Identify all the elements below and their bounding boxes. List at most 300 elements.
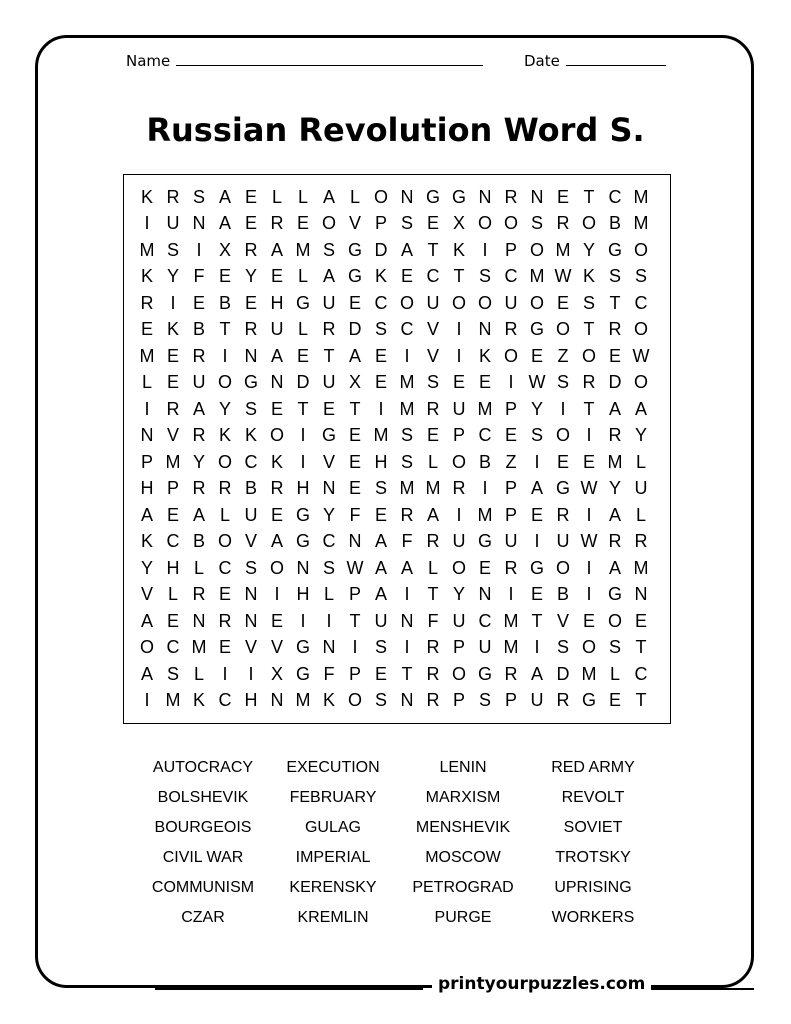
- grid-letter[interactable]: O: [217, 451, 232, 472]
- grid-letter[interactable]: H: [140, 478, 154, 499]
- grid-letter[interactable]: Y: [452, 584, 465, 605]
- grid-letter[interactable]: O: [555, 557, 570, 578]
- grid-letter[interactable]: A: [426, 504, 439, 525]
- grid-letter[interactable]: I: [586, 557, 592, 578]
- grid-letter[interactable]: B: [244, 478, 257, 499]
- grid-letter[interactable]: E: [374, 345, 387, 366]
- grid-letter[interactable]: R: [608, 531, 622, 552]
- grid-letter[interactable]: L: [141, 372, 152, 393]
- grid-letter[interactable]: A: [218, 186, 231, 207]
- grid-letter[interactable]: G: [321, 425, 336, 446]
- grid-letter[interactable]: A: [192, 504, 205, 525]
- grid-letter[interactable]: H: [374, 451, 388, 472]
- grid-letter[interactable]: S: [478, 690, 491, 711]
- grid-letter[interactable]: B: [192, 319, 205, 340]
- grid-letter[interactable]: O: [347, 690, 362, 711]
- grid-letter[interactable]: I: [586, 584, 592, 605]
- grid-letter[interactable]: S: [374, 478, 387, 499]
- grid-letter[interactable]: S: [556, 637, 569, 658]
- grid-letter[interactable]: K: [244, 425, 257, 446]
- grid-letter[interactable]: T: [583, 398, 595, 419]
- grid-letter[interactable]: C: [374, 292, 388, 313]
- grid-letter[interactable]: L: [427, 557, 438, 578]
- grid-letter[interactable]: R: [270, 213, 284, 234]
- grid-letter[interactable]: M: [373, 425, 389, 446]
- grid-letter[interactable]: A: [348, 345, 361, 366]
- grid-letter[interactable]: D: [608, 372, 622, 393]
- grid-letter[interactable]: K: [452, 239, 465, 260]
- grid-letter[interactable]: N: [478, 319, 492, 340]
- grid-letter[interactable]: S: [322, 239, 335, 260]
- grid-letter[interactable]: M: [581, 663, 597, 684]
- grid-letter[interactable]: O: [451, 663, 466, 684]
- grid-letter[interactable]: I: [534, 531, 540, 552]
- grid-letter[interactable]: G: [295, 292, 310, 313]
- grid-letter[interactable]: S: [556, 372, 569, 393]
- grid-letter[interactable]: D: [348, 319, 362, 340]
- grid-letter[interactable]: N: [400, 610, 414, 631]
- grid-letter[interactable]: P: [504, 690, 517, 711]
- grid-letter[interactable]: Z: [557, 345, 569, 366]
- grid-letter[interactable]: I: [248, 663, 254, 684]
- grid-letter[interactable]: R: [244, 319, 258, 340]
- grid-letter[interactable]: E: [166, 345, 179, 366]
- grid-letter[interactable]: H: [296, 478, 310, 499]
- grid-letter[interactable]: I: [300, 425, 306, 446]
- grid-letter[interactable]: R: [166, 398, 180, 419]
- grid-letter[interactable]: O: [633, 372, 648, 393]
- grid-letter[interactable]: I: [456, 345, 462, 366]
- grid-letter[interactable]: T: [453, 266, 465, 287]
- grid-letter[interactable]: R: [426, 690, 440, 711]
- grid-letter[interactable]: S: [400, 425, 413, 446]
- grid-letter[interactable]: N: [348, 531, 362, 552]
- grid-letter[interactable]: B: [478, 451, 491, 472]
- grid-letter[interactable]: M: [165, 451, 181, 472]
- grid-letter[interactable]: L: [635, 504, 646, 525]
- grid-letter[interactable]: K: [322, 690, 335, 711]
- grid-letter[interactable]: F: [323, 663, 335, 684]
- grid-letter[interactable]: U: [504, 531, 518, 552]
- grid-letter[interactable]: L: [635, 451, 646, 472]
- grid-letter[interactable]: M: [399, 372, 415, 393]
- grid-letter[interactable]: E: [166, 610, 179, 631]
- grid-letter[interactable]: C: [218, 557, 232, 578]
- grid-letter[interactable]: M: [633, 213, 649, 234]
- grid-letter[interactable]: O: [503, 213, 518, 234]
- grid-letter[interactable]: E: [530, 345, 543, 366]
- grid-letter[interactable]: I: [222, 345, 228, 366]
- grid-letter[interactable]: L: [609, 663, 620, 684]
- grid-letter[interactable]: A: [608, 557, 621, 578]
- grid-letter[interactable]: G: [451, 186, 466, 207]
- grid-letter[interactable]: N: [634, 584, 648, 605]
- grid-letter[interactable]: G: [607, 584, 622, 605]
- grid-letter[interactable]: A: [322, 266, 335, 287]
- grid-letter[interactable]: E: [348, 451, 361, 472]
- grid-letter[interactable]: I: [404, 637, 410, 658]
- grid-letter[interactable]: X: [452, 213, 465, 234]
- grid-letter[interactable]: E: [166, 372, 179, 393]
- grid-letter[interactable]: Y: [608, 478, 621, 499]
- grid-letter[interactable]: A: [218, 213, 231, 234]
- grid-letter[interactable]: E: [556, 292, 569, 313]
- grid-letter[interactable]: O: [529, 239, 544, 260]
- grid-letter[interactable]: B: [218, 292, 231, 313]
- grid-letter[interactable]: R: [556, 213, 570, 234]
- grid-letter[interactable]: O: [555, 319, 570, 340]
- grid-letter[interactable]: M: [503, 637, 519, 658]
- grid-letter[interactable]: S: [322, 557, 335, 578]
- grid-letter[interactable]: S: [166, 663, 179, 684]
- grid-letter[interactable]: E: [478, 372, 491, 393]
- grid-letter[interactable]: M: [295, 690, 311, 711]
- grid-letter[interactable]: A: [608, 398, 621, 419]
- grid-letter[interactable]: W: [580, 478, 598, 499]
- grid-letter[interactable]: Y: [582, 239, 595, 260]
- grid-letter[interactable]: E: [374, 663, 387, 684]
- grid-letter[interactable]: U: [478, 637, 492, 658]
- grid-letter[interactable]: S: [166, 239, 179, 260]
- grid-letter[interactable]: A: [374, 584, 387, 605]
- grid-letter[interactable]: G: [295, 531, 310, 552]
- grid-letter[interactable]: E: [556, 186, 569, 207]
- grid-letter[interactable]: A: [140, 663, 153, 684]
- grid-letter[interactable]: F: [427, 610, 439, 631]
- grid-letter[interactable]: O: [139, 637, 154, 658]
- grid-letter[interactable]: R: [166, 186, 180, 207]
- grid-letter[interactable]: A: [140, 504, 153, 525]
- grid-letter[interactable]: E: [322, 398, 335, 419]
- grid-letter[interactable]: R: [270, 478, 284, 499]
- grid-letter[interactable]: C: [504, 266, 518, 287]
- grid-letter[interactable]: G: [347, 239, 362, 260]
- grid-letter[interactable]: E: [348, 425, 361, 446]
- grid-letter[interactable]: F: [193, 266, 205, 287]
- grid-letter[interactable]: R: [504, 319, 518, 340]
- grid-letter[interactable]: Y: [244, 266, 257, 287]
- grid-letter[interactable]: H: [166, 557, 180, 578]
- grid-letter[interactable]: U: [452, 531, 466, 552]
- grid-letter[interactable]: C: [400, 319, 414, 340]
- grid-letter[interactable]: V: [140, 584, 153, 605]
- grid-letter[interactable]: K: [218, 425, 231, 446]
- grid-letter[interactable]: P: [348, 584, 361, 605]
- grid-letter[interactable]: O: [503, 345, 518, 366]
- grid-letter[interactable]: S: [400, 451, 413, 472]
- grid-letter[interactable]: C: [244, 451, 258, 472]
- grid-letter[interactable]: R: [556, 690, 570, 711]
- grid-letter[interactable]: N: [244, 345, 258, 366]
- grid-letter[interactable]: G: [243, 372, 258, 393]
- grid-letter[interactable]: H: [244, 690, 258, 711]
- grid-letter[interactable]: E: [556, 451, 569, 472]
- grid-letter[interactable]: R: [218, 478, 232, 499]
- grid-letter[interactable]: M: [555, 239, 571, 260]
- grid-letter[interactable]: E: [270, 266, 283, 287]
- grid-letter[interactable]: A: [192, 398, 205, 419]
- grid-letter[interactable]: V: [322, 451, 335, 472]
- grid-letter[interactable]: O: [399, 292, 414, 313]
- grid-letter[interactable]: R: [192, 345, 206, 366]
- grid-letter[interactable]: N: [478, 584, 492, 605]
- grid-letter[interactable]: Y: [192, 451, 205, 472]
- grid-letter[interactable]: N: [270, 372, 284, 393]
- grid-letter[interactable]: E: [400, 266, 413, 287]
- grid-letter[interactable]: A: [608, 504, 621, 525]
- grid-letter[interactable]: W: [580, 531, 598, 552]
- grid-letter[interactable]: A: [270, 531, 283, 552]
- grid-letter[interactable]: E: [348, 292, 361, 313]
- grid-letter[interactable]: O: [581, 213, 596, 234]
- grid-letter[interactable]: V: [244, 637, 257, 658]
- grid-letter[interactable]: T: [635, 690, 647, 711]
- grid-letter[interactable]: I: [508, 372, 514, 393]
- grid-letter[interactable]: M: [503, 610, 519, 631]
- grid-letter[interactable]: D: [374, 239, 388, 260]
- grid-letter[interactable]: I: [144, 213, 150, 234]
- grid-letter[interactable]: M: [399, 478, 415, 499]
- grid-letter[interactable]: E: [296, 213, 309, 234]
- grid-letter[interactable]: R: [608, 319, 622, 340]
- grid-letter[interactable]: A: [270, 345, 283, 366]
- grid-letter[interactable]: I: [378, 398, 384, 419]
- grid-letter[interactable]: I: [482, 478, 488, 499]
- grid-letter[interactable]: S: [192, 186, 205, 207]
- grid-letter[interactable]: S: [530, 425, 543, 446]
- grid-letter[interactable]: Y: [322, 504, 335, 525]
- grid-letter[interactable]: L: [323, 584, 334, 605]
- grid-letter[interactable]: G: [477, 663, 492, 684]
- grid-letter[interactable]: E: [530, 584, 543, 605]
- grid-letter[interactable]: U: [452, 398, 466, 419]
- grid-letter[interactable]: I: [456, 504, 462, 525]
- grid-letter[interactable]: I: [300, 610, 306, 631]
- grid-letter[interactable]: M: [607, 451, 623, 472]
- grid-letter[interactable]: U: [634, 478, 648, 499]
- grid-letter[interactable]: U: [270, 319, 284, 340]
- grid-letter[interactable]: A: [374, 557, 387, 578]
- grid-letter[interactable]: V: [556, 610, 569, 631]
- grid-letter[interactable]: L: [219, 504, 230, 525]
- grid-letter[interactable]: S: [608, 637, 621, 658]
- grid-letter[interactable]: P: [504, 398, 517, 419]
- grid-letter[interactable]: R: [426, 398, 440, 419]
- grid-letter[interactable]: E: [296, 345, 309, 366]
- grid-letter[interactable]: E: [244, 186, 257, 207]
- grid-letter[interactable]: I: [404, 345, 410, 366]
- grid-letter[interactable]: W: [346, 557, 364, 578]
- grid-letter[interactable]: E: [608, 345, 621, 366]
- grid-letter[interactable]: S: [478, 266, 491, 287]
- grid-letter[interactable]: M: [139, 239, 155, 260]
- grid-letter[interactable]: U: [322, 372, 336, 393]
- grid-letter[interactable]: N: [192, 213, 206, 234]
- grid-letter[interactable]: N: [530, 186, 544, 207]
- grid-letter[interactable]: R: [322, 319, 336, 340]
- grid-letter[interactable]: V: [270, 637, 283, 658]
- grid-letter[interactable]: I: [144, 398, 150, 419]
- grid-letter[interactable]: C: [634, 292, 648, 313]
- grid-letter[interactable]: P: [348, 663, 361, 684]
- grid-letter[interactable]: O: [321, 213, 336, 234]
- grid-letter[interactable]: I: [586, 425, 592, 446]
- grid-letter[interactable]: N: [400, 186, 414, 207]
- grid-letter[interactable]: R: [582, 372, 596, 393]
- grid-letter[interactable]: M: [165, 690, 181, 711]
- grid-letter[interactable]: P: [166, 478, 179, 499]
- grid-letter[interactable]: N: [400, 690, 414, 711]
- grid-letter[interactable]: E: [634, 610, 647, 631]
- grid-letter[interactable]: I: [144, 690, 150, 711]
- grid-letter[interactable]: I: [326, 610, 332, 631]
- grid-letter[interactable]: M: [425, 478, 441, 499]
- grid-letter[interactable]: S: [374, 319, 387, 340]
- grid-letter[interactable]: E: [270, 504, 283, 525]
- grid-letter[interactable]: M: [633, 186, 649, 207]
- grid-letter[interactable]: G: [295, 637, 310, 658]
- grid-letter[interactable]: O: [451, 292, 466, 313]
- grid-letter[interactable]: O: [607, 610, 622, 631]
- grid-letter[interactable]: H: [296, 584, 310, 605]
- grid-letter[interactable]: I: [300, 451, 306, 472]
- grid-letter[interactable]: P: [504, 239, 517, 260]
- grid-letter[interactable]: X: [218, 239, 231, 260]
- grid-letter[interactable]: V: [348, 213, 361, 234]
- grid-letter[interactable]: U: [556, 531, 570, 552]
- grid-letter[interactable]: I: [170, 292, 176, 313]
- grid-letter[interactable]: O: [581, 637, 596, 658]
- grid-letter[interactable]: S: [244, 557, 257, 578]
- grid-letter[interactable]: L: [297, 186, 308, 207]
- grid-letter[interactable]: G: [295, 504, 310, 525]
- grid-letter[interactable]: N: [322, 478, 336, 499]
- grid-letter[interactable]: H: [270, 292, 284, 313]
- grid-letter[interactable]: K: [374, 266, 387, 287]
- grid-letter[interactable]: V: [426, 319, 439, 340]
- grid-letter[interactable]: C: [608, 186, 622, 207]
- grid-letter[interactable]: E: [218, 637, 231, 658]
- grid-letter[interactable]: O: [477, 292, 492, 313]
- grid-letter[interactable]: D: [296, 372, 310, 393]
- grid-letter[interactable]: E: [218, 584, 231, 605]
- grid-letter[interactable]: F: [349, 504, 361, 525]
- grid-letter[interactable]: P: [452, 690, 465, 711]
- grid-letter[interactable]: L: [427, 451, 438, 472]
- grid-letter[interactable]: S: [244, 398, 257, 419]
- grid-letter[interactable]: A: [634, 398, 647, 419]
- grid-letter[interactable]: I: [222, 663, 228, 684]
- grid-letter[interactable]: T: [297, 398, 309, 419]
- grid-letter[interactable]: U: [530, 690, 544, 711]
- grid-letter[interactable]: G: [347, 266, 362, 287]
- grid-letter[interactable]: O: [373, 186, 388, 207]
- grid-letter[interactable]: E: [582, 451, 595, 472]
- grid-letter[interactable]: N: [244, 610, 258, 631]
- grid-letter[interactable]: L: [349, 186, 360, 207]
- grid-letter[interactable]: E: [166, 504, 179, 525]
- grid-letter[interactable]: F: [401, 531, 413, 552]
- grid-letter[interactable]: T: [583, 186, 595, 207]
- grid-letter[interactable]: O: [555, 425, 570, 446]
- grid-letter[interactable]: O: [477, 213, 492, 234]
- grid-letter[interactable]: T: [583, 319, 595, 340]
- grid-letter[interactable]: N: [244, 584, 258, 605]
- date-field[interactable]: [524, 52, 666, 70]
- grid-letter[interactable]: Y: [140, 557, 153, 578]
- grid-letter[interactable]: M: [477, 504, 493, 525]
- grid-letter[interactable]: G: [607, 239, 622, 260]
- grid-letter[interactable]: T: [427, 239, 439, 260]
- grid-letter[interactable]: N: [296, 557, 310, 578]
- grid-letter[interactable]: R: [192, 425, 206, 446]
- grid-letter[interactable]: Y: [166, 266, 179, 287]
- grid-letter[interactable]: M: [633, 557, 649, 578]
- grid-letter[interactable]: I: [274, 584, 280, 605]
- grid-letter[interactable]: Y: [530, 398, 543, 419]
- grid-letter[interactable]: E: [504, 425, 517, 446]
- grid-letter[interactable]: K: [192, 690, 205, 711]
- grid-letter[interactable]: L: [167, 584, 178, 605]
- grid-letter[interactable]: P: [504, 504, 517, 525]
- grid-letter[interactable]: L: [297, 319, 308, 340]
- grid-letter[interactable]: M: [529, 266, 545, 287]
- grid-letter[interactable]: T: [609, 292, 621, 313]
- grid-letter[interactable]: N: [270, 690, 284, 711]
- grid-letter[interactable]: T: [401, 663, 413, 684]
- grid-letter[interactable]: A: [530, 663, 543, 684]
- grid-letter[interactable]: W: [528, 372, 546, 393]
- grid-letter[interactable]: O: [529, 292, 544, 313]
- grid-letter[interactable]: U: [452, 610, 466, 631]
- grid-letter[interactable]: T: [219, 319, 231, 340]
- grid-letter[interactable]: R: [504, 663, 518, 684]
- grid-letter[interactable]: E: [426, 425, 439, 446]
- grid-letter[interactable]: S: [608, 266, 621, 287]
- grid-letter[interactable]: R: [218, 610, 232, 631]
- grid-letter[interactable]: R: [244, 239, 258, 260]
- grid-letter[interactable]: N: [478, 186, 492, 207]
- grid-letter[interactable]: D: [556, 663, 570, 684]
- grid-letter[interactable]: U: [504, 292, 518, 313]
- grid-letter[interactable]: S: [374, 637, 387, 658]
- grid-letter[interactable]: K: [140, 531, 153, 552]
- grid-letter[interactable]: T: [531, 610, 543, 631]
- grid-letter[interactable]: E: [374, 504, 387, 525]
- grid-letter[interactable]: U: [322, 292, 336, 313]
- grid-letter[interactable]: M: [399, 398, 415, 419]
- grid-letter[interactable]: G: [529, 319, 544, 340]
- grid-letter[interactable]: K: [582, 266, 595, 287]
- grid-letter[interactable]: M: [139, 345, 155, 366]
- grid-letter[interactable]: R: [192, 478, 206, 499]
- grid-letter[interactable]: Y: [218, 398, 231, 419]
- grid-letter[interactable]: T: [635, 637, 647, 658]
- grid-letter[interactable]: S: [530, 213, 543, 234]
- grid-letter[interactable]: G: [555, 478, 570, 499]
- grid-letter[interactable]: E: [140, 319, 153, 340]
- grid-letter[interactable]: K: [478, 345, 491, 366]
- grid-letter[interactable]: L: [193, 557, 204, 578]
- grid-letter[interactable]: E: [530, 504, 543, 525]
- grid-letter[interactable]: I: [534, 637, 540, 658]
- grid-letter[interactable]: R: [634, 531, 648, 552]
- grid-letter[interactable]: E: [374, 372, 387, 393]
- grid-letter[interactable]: O: [581, 345, 596, 366]
- grid-letter[interactable]: V: [166, 425, 179, 446]
- grid-letter[interactable]: R: [608, 425, 622, 446]
- grid-letter[interactable]: O: [451, 557, 466, 578]
